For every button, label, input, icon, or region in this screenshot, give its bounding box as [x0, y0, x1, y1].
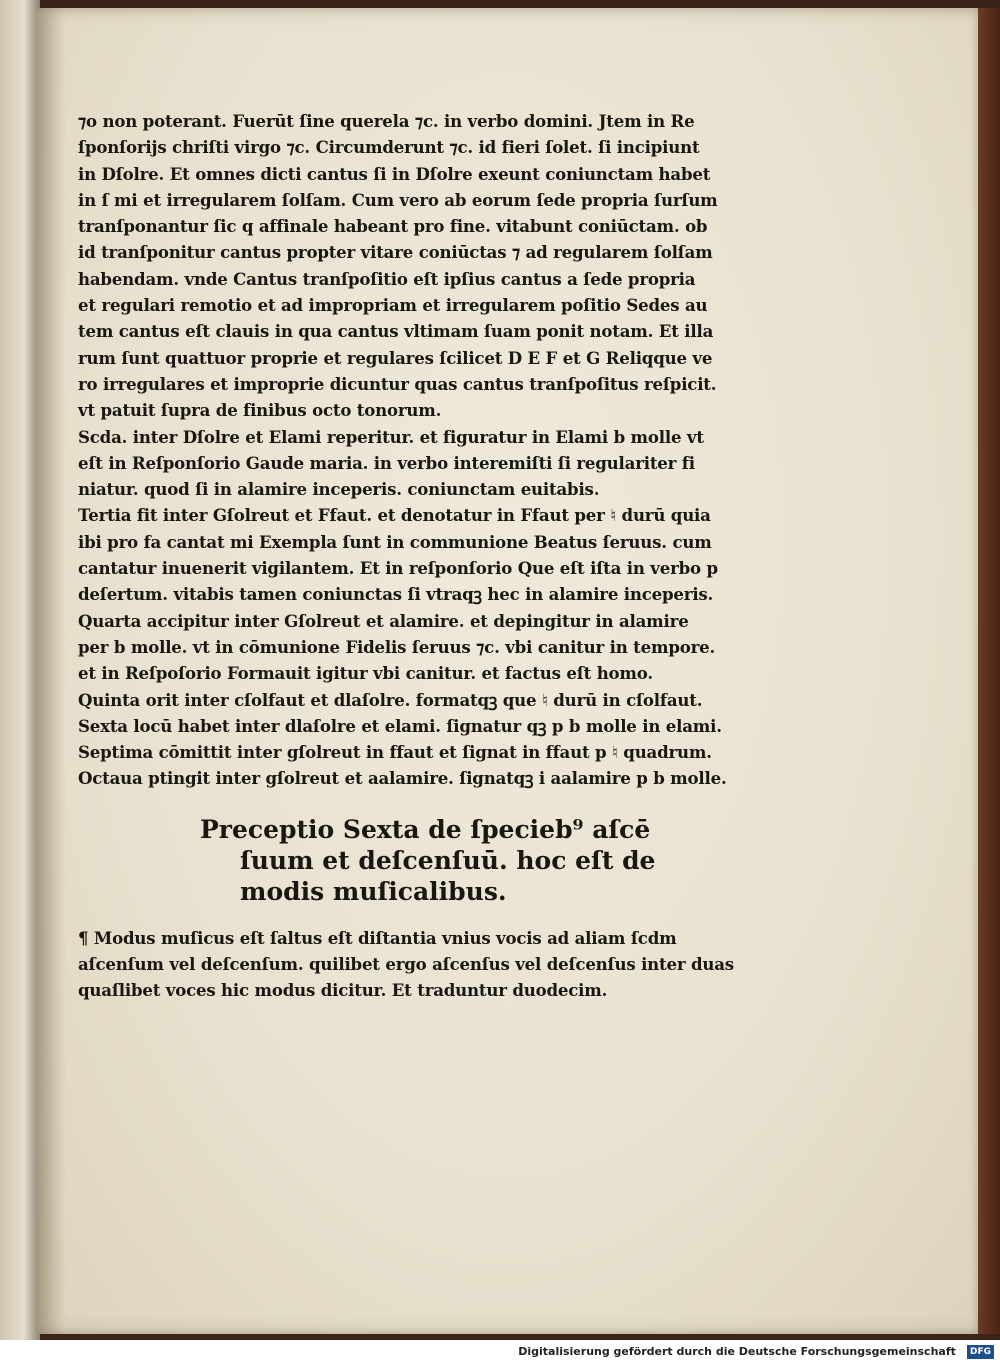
text-line: Tertia fit inter Gſolreut et Ffaut. et denotatur in Ffaut per ♮ durū quia [78, 505, 711, 526]
text-line: Quinta orit inter cſolfaut et dlaſolre. formatqꝫ que ♮ durū in cſolfaut. [78, 689, 703, 710]
text-line: Scda. inter Dſolre et Elami reperitur. et figuratur in Elami b molle vt [78, 426, 704, 447]
text-line: quaſlibet voces hic modus dicitur. Et traduntur duodecim. [78, 980, 608, 1001]
text-line: ſponſorijs chriſti virgo ⁊c. Circumderunt ⁊c. id fieri ſolet. ſi incipiunt [78, 137, 700, 158]
page-text-block [78, 108, 818, 1004]
heading-line: Preceptio Sexta de ſpecieb⁹ aſcē [200, 814, 651, 844]
text-line: aſcenſum vel deſcenſum. quilibet ergo aſcenſus vel deſcenſus inter duas [78, 954, 734, 975]
text-line: tranſponantur ſic q affinale habeant pro fine. vitabunt coniūctam. ob [78, 216, 708, 237]
text-line: ⁊o non poterant. Fuerūt ſine querela ⁊c. in verbo domini. Jtem in Re [78, 111, 695, 131]
section-heading [200, 814, 818, 907]
text-line: niatur. quod ſi in alamire inceperis. coniunctam euitabis. [78, 479, 600, 500]
text-line: in Dſolre. Et omnes dicti cantus ſi in Dſolre exeunt coniunctam habet [78, 163, 711, 184]
heading-line: ſuum et deſcenſuū. hoc eſt de [240, 845, 656, 875]
text-line: habendam. vnde Cantus tranſpoſitio eſt ipſius cantus a ſede propria [78, 268, 696, 289]
text-line: per b molle. vt in cōmunione Fidelis ſeruus ⁊c. vbi canitur in tempore. [78, 636, 716, 657]
text-line: tem cantus eſt clauis in qua cantus vltimam ſuam ponit notam. Et illa [78, 321, 714, 342]
text-line: in ſ mi et irregularem ſolſam. Cum vero ab eorum ſede propria ſurſum [78, 189, 718, 210]
book-binding-edge [978, 8, 1000, 1334]
text-line: eſt in Reſponſorio Gaude maria. in verbo interemiſti ſi regulariter fi [78, 452, 695, 473]
text-line: et in Reſpoſorio Formauit igitur vbi canitur. et factus eſt homo. [78, 663, 653, 684]
heading-line: modis muſicalibus. [240, 876, 507, 906]
text-line: ro irregulares et improprie dicuntur quas cantus tranſpoſitus reſpicit. [78, 373, 717, 394]
text-line: deſertum. vitabis tamen coniunctas ſi vtraqꝫ hec in alamire inceperis. [78, 584, 714, 605]
text-line: vt patuit ſupra de finibus octo tonorum. [78, 400, 442, 421]
dfg-logo: DFG [967, 1345, 994, 1359]
text-line: ibi pro fa cantat mi Exempla ſunt in communione Beatus ſeruus. cum [78, 531, 712, 552]
text-line: et regulari remotio et ad impropriam et irregularem poſitio Sedes au [78, 295, 708, 316]
paragraph-bottom [78, 925, 818, 1004]
digitization-footer [0, 1340, 1000, 1364]
text-line: Septima cōmittit inter gſolreut in ffaut et ſignat in ffaut p ♮ quadrum. [78, 742, 712, 763]
left-page-edge [0, 0, 40, 1340]
text-line: id tranſponitur cantus propter vitare coniūctas ⁊ ad regularem ſolſam [78, 242, 713, 263]
paragraph-top [78, 108, 818, 792]
page-gutter-shadow [36, 8, 66, 1334]
text-line: Sexta locū habet inter dlaſolre et elami. ſignatur qꝫ p b molle in elami. [78, 715, 722, 736]
text-line: rum ſunt quattuor proprie et regulares ſcilicet D E F et G Reliqque ve [78, 347, 713, 368]
text-line: Octaua ptingit inter gſolreut et aalamire. ſignatqꝫ i aalamire p b molle. [78, 768, 727, 789]
text-line: Quarta accipitur inter Gſolreut et alamire. et depingitur in alamire [78, 610, 689, 631]
funding-credit: Digitalisierung gefördert durch die Deutsche Forschungsgemeinschaft [518, 1345, 956, 1358]
text-line: ¶ Modus muſicus eſt ſaltus eſt diſtantia vnius vocis ad aliam ſcdm [78, 927, 677, 948]
text-line: cantatur inuenerit vigilantem. Et in reſponſorio Que eſt iſta in verbo p [78, 558, 718, 579]
